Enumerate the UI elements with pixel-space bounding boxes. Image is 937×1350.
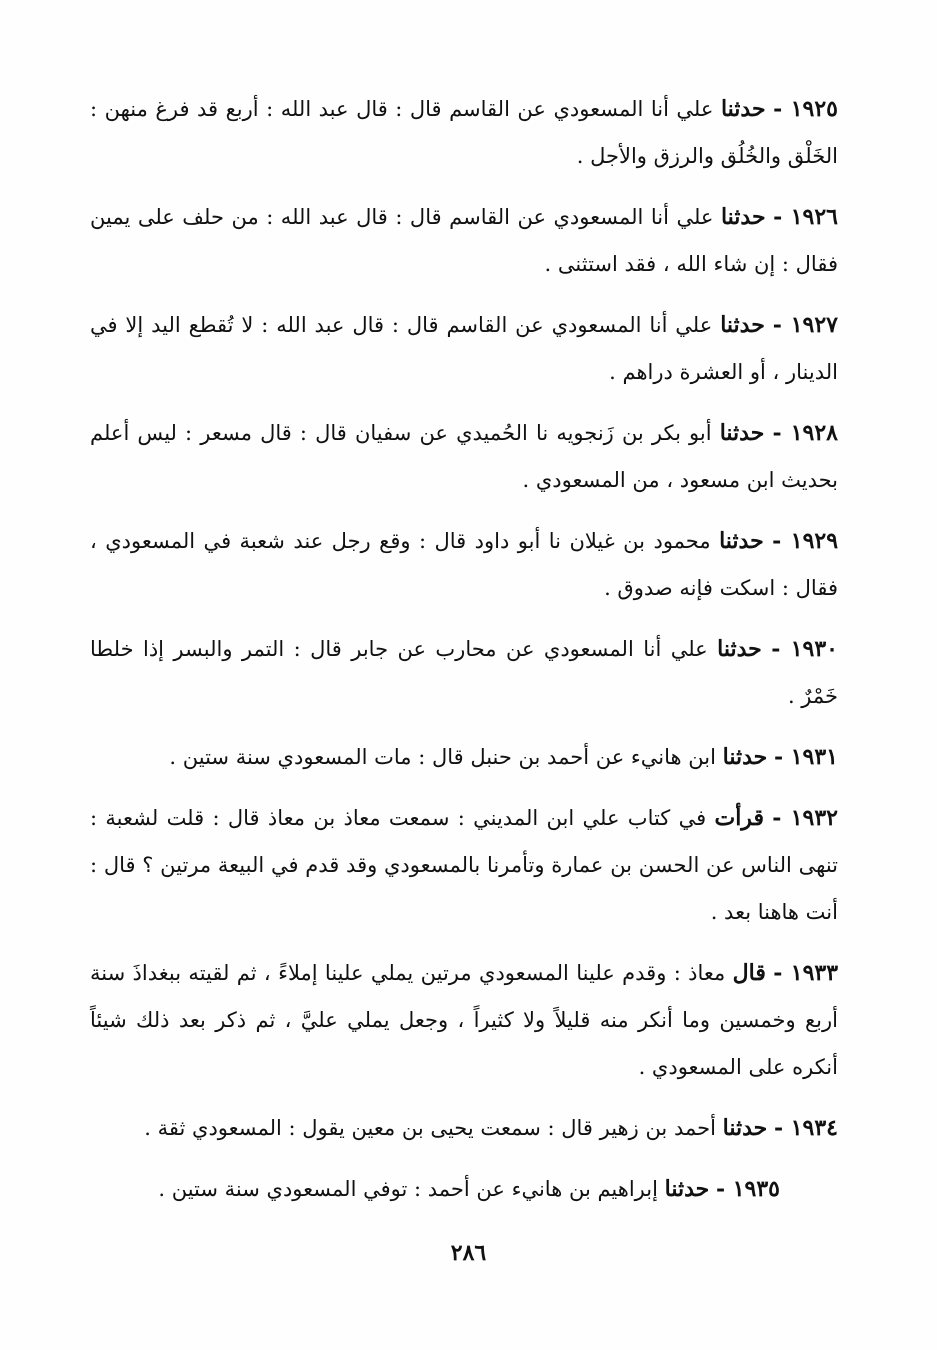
entry-1933 [90,950,838,1091]
entry-number: ١٩٣٤ - [773,1115,838,1141]
entry-lead: حدثنا [722,1115,768,1141]
entry-text: في كتاب علي ابن المديني : سمعت معاذ بن معاذ قال : قلت لشعبة : تنهى الناس عن الحسن بن عمارة وتأمرنا بالمسعودي وقد قدم في البيعة مرتين ؟ قال : أنت هاهنا بعد . [90,806,838,924]
entry-1932 [90,795,838,936]
entry-number: ١٩٢٨ - [772,420,838,446]
entry-lead: حدثنا [720,96,766,122]
entry-text: علي أنا المسعودي عن القاسم قال : قال عبد الله : أربع قد فرغ منهن : الخَلْق والخُلُق والرزق والأجل . [90,97,838,168]
entry-number: ١٩٢٦ - [773,204,838,230]
entry-text: محمود بن غيلان نا أبو داود قال : وقع رجل عند شعبة في المسعودي ، فقال : اسكت فإنه صدوق . [90,529,838,600]
entry-lead: حدثنا [722,744,768,770]
page-number: ٢٨٦ [450,1240,487,1266]
entry-number: ١٩٣٣ - [773,960,839,986]
entry-1929 [90,518,838,612]
entry-1930 [90,626,838,720]
entry-number: ١٩٣١ - [773,744,838,770]
entry-1925 [90,86,838,180]
entry-text: علي أنا المسعودي عن محارب عن جابر قال : التمر والبسر إذا خلطا خَمْرٌ . [90,637,838,708]
entry-number: ١٩٣٠ - [771,636,838,662]
entry-lead: حدثنا [717,636,762,662]
entry-text: أبو بكر بن زَنجويه نا الحُميدي عن سفيان قال : قال مسعر : ليس أعلم بحديث ابن مسعود ، من المسعودي . [90,421,838,492]
entry-1926 [90,194,838,288]
entry-number: ١٩٣٥ - [715,1176,780,1202]
entry-number: ١٩٢٩ - [772,528,839,554]
entry-lead: قرأت [714,805,764,831]
entry-text: معاذ : وقدم علينا المسعودي مرتين يملي علينا إملاءً ، ثم لقيته ببغداذَ سنة أربع وخمسين وما أنكر منه قليلاً ولا كثيراً ، وجعل يملي عليَّ ، ثم ذكر بعد ذلك شيئاً أنكره على المسعودي . [90,961,838,1079]
entry-number: ١٩٢٧ - [772,312,838,338]
entry-lead: حدثنا [720,204,766,230]
entry-text: علي أنا المسعودي عن القاسم قال : قال عبد الله : لا تُقطع اليد إلا في الدينار ، أو العشرة دراهم . [90,313,838,384]
entry-number: ١٩٢٥ - [773,96,838,122]
entry-1931 [90,734,838,781]
entry-lead: حدثنا [720,312,765,338]
entry-text: علي أنا المسعودي عن القاسم قال : قال عبد الله : من حلف على يمين فقال : إن شاء الله ، فقد استثنى . [90,205,838,276]
entry-lead: حدثنا [664,1176,710,1202]
entry-text: إبراهيم بن هانيء عن أحمد : توفي المسعودي سنة ستين . [158,1177,665,1201]
entry-1928 [90,410,838,504]
hadith-list [90,86,838,1227]
entry-lead: قال [732,960,766,986]
entry-number: ١٩٣٢ - [772,805,838,831]
entry-lead: حدثنا [719,420,765,446]
entry-lead: حدثنا [719,528,764,554]
entry-text: ابن هانيء عن أحمد بن حنبل قال : مات المسعودي سنة ستين . [169,745,723,769]
entry-1935 [90,1166,838,1213]
entry-1927 [90,302,838,396]
entry-1934 [90,1105,838,1152]
entry-text: أحمد بن زهير قال : سمعت يحيى بن معين يقول : المسعودي ثقة . [144,1116,723,1140]
